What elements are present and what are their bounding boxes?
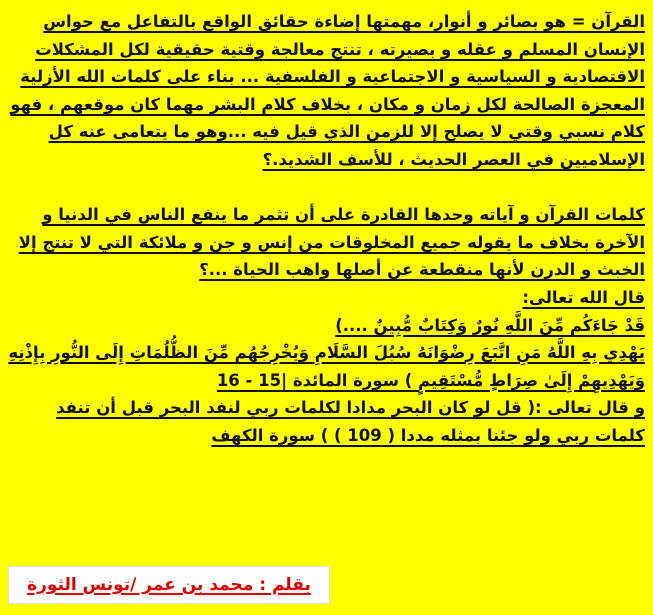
paragraph-2 bbox=[8, 201, 645, 284]
paragraph-2-text: كلمات القرآن و آياته وحدها القادرة على أن تثمر ما ينفع الناس في الدنيا و الآخرة بخلاف ما يقوله جميع المخلوقات من إنس و جن و ملائكة التي لا تنتج إلا الخبث و الدرن لأنها منقطعة عن أصلها واهب الحياة ...؟ bbox=[18, 205, 645, 280]
quote-1-line-1-text: قَدْ جَاءَكُم مِّنَ اللَّهِ نُورٌ وَكِتَابٌ مُّبِينٌ ....) bbox=[335, 315, 645, 335]
quote-1-line-2-text: يَهْدِي بِهِ اللَّهُ مَنِ اتَّبَعَ رِضْوَانَهُ سُبُلَ السَّلَامِ وَيُخْرِجُهُم مِّنَ الظُّلُمَاتِ إِلَى النُّورِ بِإِذْنِهِ وَيَهْدِيهِمْ إِلَىٰ صِرَاطٍ مُّسْتَقِيمٍ ) سورة المائدة |15 - 16 bbox=[8, 343, 645, 390]
signature-text: بقلم : محمد بن عمر /تونس الثورة bbox=[27, 575, 311, 595]
quote-1-line-2 bbox=[8, 339, 645, 394]
paragraph-1-text: القرآن = هو بصائر و أنوار، مهمتها إضاءة حقائق الواقع بالتفاعل مع حواس الإنسان المسلم و عقله و بصيرته ، تنتج معالجة وقتية حقيقية لكل المشكلات الاقتصادية و السياسية و الاجتماعية و الفلسفية ... بناء على كلمات الله الأزلية المعجزة الصالحة لكل زمان و مكان ، بخلاف كلام البشر مهما كان موقعهم ، فهو كلام نسبي وقتي لا يصلح إلا للزمن الذي قيل فيه ...وهو ما يتعامى عنه كل الإسلاميين في العصر الحديث ، للأسف الشديد.؟ bbox=[10, 12, 645, 169]
quote-1-line-1 bbox=[8, 312, 645, 340]
paragraph-1 bbox=[8, 8, 645, 174]
paragraph-gap bbox=[8, 174, 645, 202]
quote-intro-1 bbox=[8, 284, 645, 312]
signature-box bbox=[8, 566, 330, 604]
quote-intro-2-text: و قال تعالى :( قل لو كان البحر مدادا لكلمات ربي لنفد البحر قبل أن تنفد كلمات ربي ولو جئنا بمثله مددا ( 109 ) ) سورة الكهف bbox=[56, 398, 645, 445]
quote-intro-2 bbox=[8, 394, 645, 449]
article-body bbox=[8, 8, 645, 450]
quote-intro-1-text: قال الله تعالى: bbox=[522, 287, 645, 307]
